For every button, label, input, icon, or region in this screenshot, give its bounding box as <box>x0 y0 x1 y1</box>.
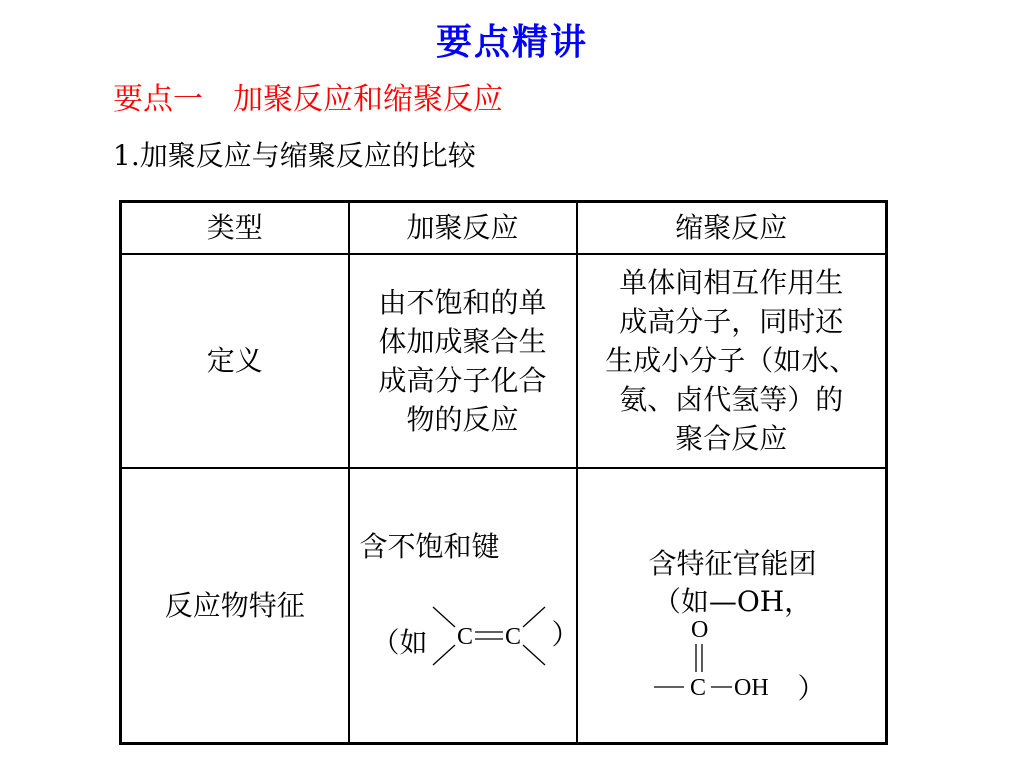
definition-addition <box>349 254 577 468</box>
features-addition <box>349 468 580 744</box>
definition-addition-line: 体加成聚合生 <box>378 324 547 358</box>
table-header-row <box>121 202 887 254</box>
features-label: 反应物特征 <box>121 468 349 744</box>
definition-condensation <box>577 254 887 468</box>
comparison-table <box>119 200 888 745</box>
atom-carbon: C <box>689 674 706 701</box>
header-type: 类型 <box>121 202 349 254</box>
definition-condensation-line: 成高分子，同时还 <box>619 305 844 338</box>
atom-hydroxyl: OH <box>733 674 769 701</box>
page-title: 要点精讲 <box>435 21 588 63</box>
table-row-features <box>121 468 887 744</box>
bond-lower-right <box>523 645 545 665</box>
bond-upper-right <box>523 607 545 627</box>
definition-label: 定义 <box>121 254 349 468</box>
definition-condensation-line: 单体间相互作用生 <box>619 266 844 299</box>
section-subtitle: 要点一 加聚反应和缩聚反应 <box>113 82 503 117</box>
definition-condensation-line: 生成小分子（如水、 <box>605 344 858 377</box>
features-addition-example-suffix: ） <box>551 617 580 651</box>
definition-addition-line: 物的反应 <box>406 402 519 436</box>
features-condensation-close: ） <box>797 671 826 705</box>
definition-addition-line: 由不饱和的单 <box>378 285 547 319</box>
features-condensation-text: 含特征官能团 <box>648 546 817 580</box>
atom-carbon-right: C <box>504 623 521 650</box>
features-condensation-text-block <box>578 545 888 621</box>
features-addition-example-prefix: （如 <box>371 625 428 659</box>
atom-carbon-left: C <box>456 623 473 650</box>
alkene-structure-diagram <box>425 597 555 677</box>
definition-condensation-line: 氨、卤代氢等）的 <box>619 383 844 416</box>
features-condensation <box>577 468 887 744</box>
features-condensation-example: （如—OH， <box>652 584 813 618</box>
bond-upper-left <box>433 607 455 627</box>
table-row-definition <box>121 254 887 468</box>
atom-oxygen: O <box>690 616 708 643</box>
header-addition: 加聚反应 <box>349 202 577 254</box>
features-addition-text: 含不饱和键 <box>359 529 500 563</box>
definition-addition-line: 成高分子化合 <box>378 363 547 397</box>
carboxyl-structure-diagram <box>648 617 798 707</box>
bond-lower-left <box>433 645 455 665</box>
header-condensation: 缩聚反应 <box>577 202 887 254</box>
section-heading: 1.加聚反应与缩聚反应的比较 <box>113 139 476 172</box>
definition-condensation-line: 聚合反应 <box>675 422 788 455</box>
